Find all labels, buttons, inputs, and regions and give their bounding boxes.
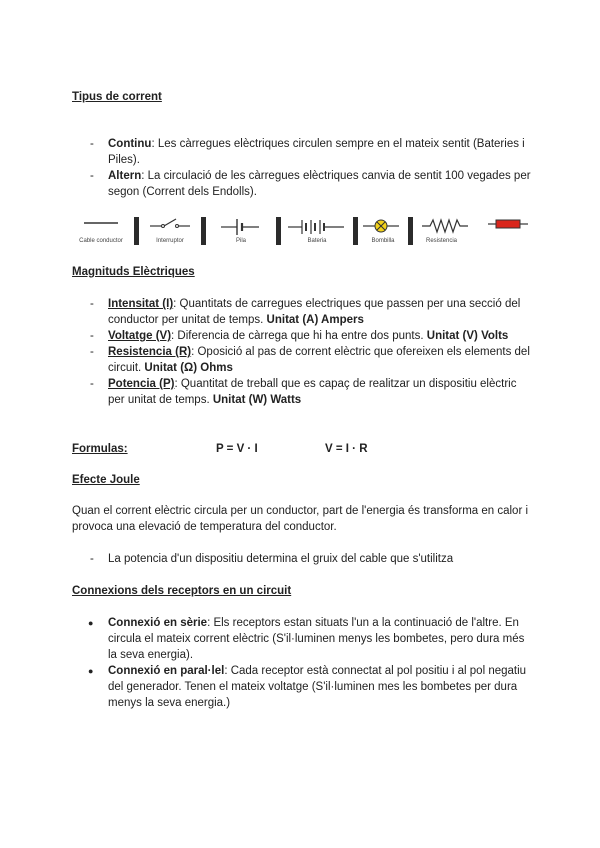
text-parallel: : Cada receptor està connectat al pol positiu i al pol negatiu del generador. Tenen el mateix voltatge (S'il·luminen mes les bombetes per dura menys la seva energia.): [108, 665, 527, 709]
list-connexions: [72, 615, 532, 711]
text-voltatge: : Diferencia de càrrega que hi ha entre dos punts.: [171, 330, 427, 342]
separator: [134, 217, 139, 245]
formula-power: P = V · I: [216, 443, 258, 455]
separator: [408, 217, 413, 245]
list-item-voltatge: [72, 328, 532, 344]
term-serie: Connexió en sèrie: [108, 617, 208, 629]
list-item-continu: [72, 136, 532, 168]
heading-efecte-joule: Efecte Joule: [72, 474, 140, 486]
text-serie: : Els receptors estan situats l'un a la continuació de l'altre. En circula el mateix corrent elèctric (S'il·luminen menys les bombetes, pero dura més la seva energia).: [108, 617, 525, 661]
heading-connexions: Connexions dels receptors en un circuit: [72, 585, 292, 597]
term-resistencia: Resistencia (R): [108, 346, 192, 358]
label-bombilla: Bombilla: [371, 238, 395, 244]
formulas-row: [72, 441, 532, 457]
list-joule: [72, 551, 532, 567]
pila-symbol: [209, 214, 273, 248]
list-item-potencia: [72, 376, 532, 408]
unit-intensitat: Unitat (A) Ampers: [266, 314, 364, 326]
unit-resistencia: Unitat (Ω) Ohms: [144, 362, 233, 374]
text-potencia: : Quantitat de treball que es capaç de realitzar un dispositiu elèctric per unitat de temps.: [108, 378, 517, 406]
list-item-altern: [72, 168, 532, 200]
text-resistencia: : Oposició al pas de corrent elèctric que ofereixen els elements del circuit.: [108, 346, 530, 374]
circuit-symbols-strip: [70, 214, 532, 248]
formula-ohm: V = I · R: [325, 443, 368, 455]
cable-symbol: [70, 214, 132, 248]
label-pila: Pila: [235, 238, 246, 244]
text-joule-item: La potencia d'un dispositiu determina el gruix del cable que s'utilitza: [108, 553, 454, 565]
separator: [201, 217, 206, 245]
separator: [353, 217, 358, 245]
unit-voltatge: Unitat (V) Volts: [426, 330, 509, 342]
label-resistencia: Resistencia: [426, 238, 458, 244]
list-item-serie: [72, 615, 532, 663]
text-altern: : La circulació de les càrregues elèctriques canvia de sentit 100 vegades per segon (Corrent dels Endolls).: [108, 170, 531, 198]
list-item-joule: [72, 551, 532, 567]
unit-potencia: Unitat (W) Watts: [212, 394, 302, 406]
term-intensitat: Intensitat (I): [108, 298, 174, 310]
text-continu: : Les càrregues elèctriques circulen sempre en el mateix sentit (Bateries i Piles).: [108, 138, 525, 166]
formulas-label: Formulas:: [72, 443, 128, 455]
term-potencia: Potencia (P): [108, 378, 175, 390]
bateria-symbol: [284, 214, 350, 248]
term-altern: Altern: [108, 170, 142, 182]
list-item-parallel: [72, 663, 532, 711]
joule-paragraph: Quan el corrent elèctric circula per un conductor, part de l'energia és transforma en calor i provoca una elevació de temperatura del conductor.: [72, 505, 529, 533]
term-parallel: Connexió en paral·lel: [108, 665, 225, 677]
list-tipus: [72, 136, 532, 200]
list-item-resistencia: [72, 344, 532, 376]
label-interruptor: Interruptor: [156, 238, 184, 244]
list-item-intensitat: [72, 296, 532, 328]
term-continu: Continu: [108, 138, 152, 150]
bombilla-symbol: [361, 214, 405, 248]
label-bateria: Bateria: [307, 238, 327, 244]
text-intensitat: : Quantitats de carregues electriques que passen per una secció del conductor per unitat de temps.: [108, 298, 521, 326]
heading-magnituds: Magnituds Elèctriques: [72, 266, 195, 278]
heading-tipus-de-corrent: Tipus de corrent: [72, 91, 162, 103]
label-cable-conductor: Cable conductor: [79, 238, 123, 244]
resistencia-symbol: [416, 214, 532, 248]
term-voltatge: Voltatge (V): [108, 330, 172, 342]
interruptor-symbol: [142, 214, 198, 248]
list-magnituds: [72, 296, 532, 408]
separator: [276, 217, 281, 245]
